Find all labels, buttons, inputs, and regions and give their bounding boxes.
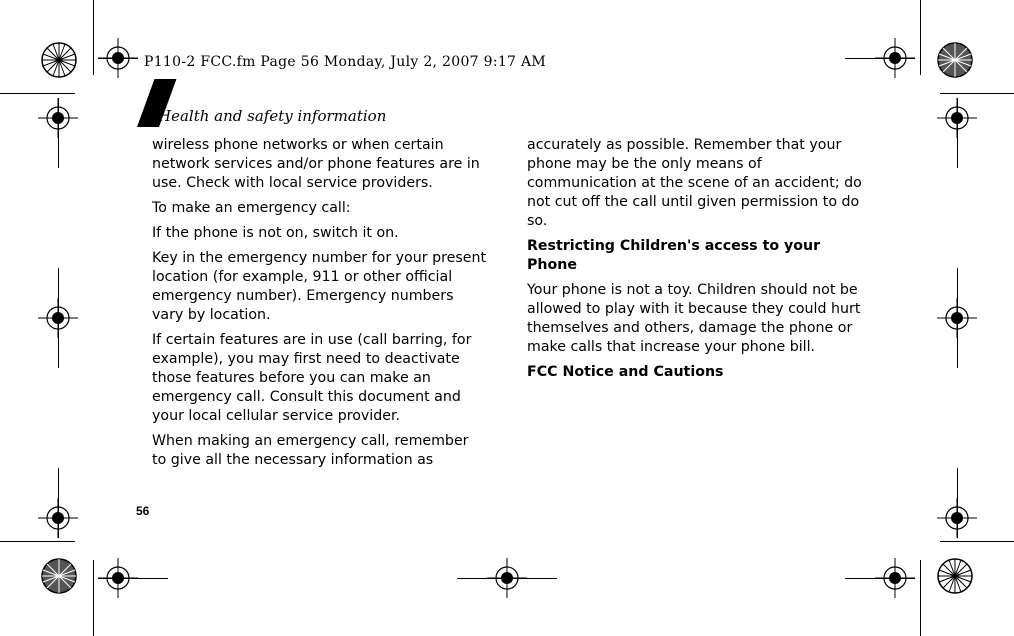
- crop-line-left-lower-h: [0, 541, 75, 542]
- reg-line-bottom-left-h: [98, 578, 168, 579]
- reg-line-left-mid-v: [58, 268, 59, 368]
- reg-line-right-mid-v: [957, 268, 958, 368]
- crop-line-right-lower-h: [940, 541, 1014, 542]
- page-number: 56: [136, 504, 150, 518]
- reg-line-right-top-v: [957, 98, 958, 168]
- paragraph: Key in the emergency number for your present location (for example, 911 or other official emergency number). Emergency numbers vary by location.: [152, 250, 487, 323]
- paragraph: If certain features are in use (call barring, for example), you may first need to deactivate those features before you can make an emergency call. Consult this document and your local cellular service provider.: [152, 332, 472, 424]
- reg-line-bottom-right-h: [845, 578, 915, 579]
- paragraph: Your phone is not a toy. Children should not be allowed to play with it because they could hurt themselves and others, damage the phone or make calls that increase your phone bill.: [527, 282, 861, 355]
- paragraph: If the phone is not on, switch it on.: [152, 225, 399, 241]
- starburst-icon: [937, 558, 973, 594]
- crop-line-bottom-left-v: [93, 560, 94, 636]
- crop-line-top-right-v: [920, 0, 921, 75]
- reg-line-right-bottom-v: [957, 468, 958, 538]
- starburst-icon: [41, 42, 77, 78]
- right-column: [527, 136, 867, 388]
- section-title: Health and safety information: [158, 107, 387, 125]
- reg-line-bottom-mid-h: [457, 578, 557, 579]
- section-heading: FCC Notice and Cautions: [527, 364, 724, 380]
- left-column: [152, 136, 487, 476]
- paragraph: wireless phone networks or when certain network services and/or phone features are in use. Check with local service providers.: [152, 137, 480, 191]
- section-heading: Restricting Children's access to your Phone: [527, 238, 821, 273]
- crop-line-right-upper-h: [940, 93, 1014, 94]
- crop-line-top-left-v: [93, 0, 94, 75]
- reg-line-left-bottom-v: [58, 468, 59, 538]
- paragraph: To make an emergency call:: [152, 200, 351, 216]
- reg-line-left-top-v: [58, 98, 59, 168]
- slug-line: P110-2 FCC.fm Page 56 Monday, July 2, 2007 9:17 AM: [144, 54, 547, 70]
- starburst-icon: [937, 42, 973, 78]
- reg-line-top-right-h: [845, 58, 915, 59]
- paragraph: When making an emergency call, remember to give all the necessary information as: [152, 433, 469, 468]
- reg-line-top-left-h: [98, 58, 138, 59]
- crop-line-left-upper-h: [0, 93, 75, 94]
- starburst-icon: [41, 558, 77, 594]
- paragraph: accurately as possible. Remember that your phone may be the only means of communication at the scene of an accident; do not cut off the call until given permission to do so.: [527, 137, 862, 229]
- crop-line-bottom-right-v: [920, 560, 921, 636]
